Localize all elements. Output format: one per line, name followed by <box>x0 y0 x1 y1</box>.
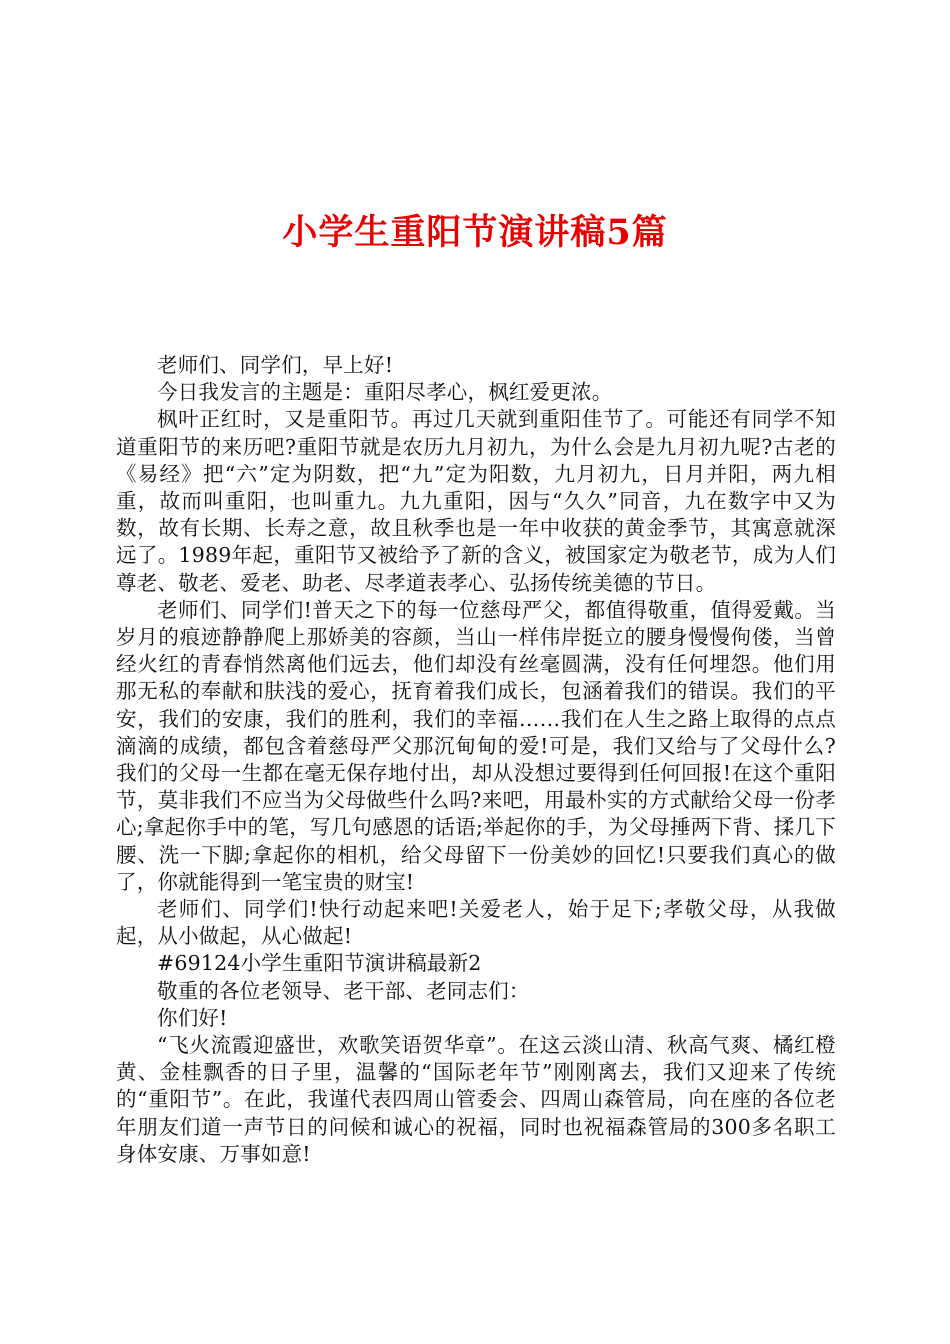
festival-paragraph: “飞火流霞迎盛世，欢歌笑语贺华章”。在这云淡山清、秋高气爽、橘红橙黄、金桂飘香的日子里，温馨的“国际老年节”刚刚离去，我们又迎来了传统的“重阳节”。在此，我谨代表四周山管委会、四周山森管局，向在座的各位老年朋友们道一声节日的问候和诚心的祝福，同时也祝福森管局的300多名职工身体安康、万事如意! <box>116 1033 836 1166</box>
greeting-paragraph: 老师们、同学们，早上好! <box>157 353 394 377</box>
section-heading: #69124小学生重阳节演讲稿最新2 <box>157 951 482 976</box>
document-body <box>116 352 836 1168</box>
call-to-action-paragraph: 老师们、同学们!快行动起来吧!关爱老人，始于足下;孝敬父母，从我做起，从小做起，从心做起! <box>116 897 836 949</box>
topic-paragraph: 今日我发言的主题是：重阳尽孝心，枫红爱更浓。 <box>157 380 613 405</box>
history-paragraph: 枫叶正红时，又是重阳节。再过几天就到重阳佳节了。可能还有同学不知道重阳节的来历吧?重阳节就是农历九月初九，为什么会是九月初九呢?古老的《易经》把“六”定为阴数，把“九”定为阳数，九月初九，日月并阳，两九相重，故而叫重阳，也叫重九。九九重阳，因与“久久”同音，九在数字中又为数，故有长期、长寿之意，故且秋季也是一年中收获的黄金季节，其寓意就深远了。1989年起，重阳节又被给予了新的含义，被国家定为敬老节，成为人们尊老、敬老、爱老、助老、尽孝道表孝心、弘扬传统美德的节日。 <box>116 407 836 595</box>
document-title: 小学生重阳节演讲稿5篇 <box>282 212 668 253</box>
salutation-paragraph: 敬重的各位老领导、老干部、老同志们： <box>157 978 530 1003</box>
hello-paragraph: 你们好! <box>157 1005 228 1030</box>
parents-paragraph: 老师们、同学们!普天之下的每一位慈母严父，都值得敬重，值得爱戴。当岁月的痕迹静静爬上那娇美的容颜，当山一样伟岸挺立的腰身慢慢佝偻，当曾经火红的青春悄然离他们远去，他们却没有丝毫圆满，没有任何埋怨。他们用那无私的奉献和肤浅的爱心，抚育着我们成长，包涵着我们的错误。我们的平安，我们的安康，我们的胜利，我们的幸福……我们在人生之路上取得的点点滴滴的成绩，都包含着慈母严父那沉甸甸的爱!可是，我们又给与了父母什么?我们的父母一生都在毫无保存地付出，却从没想过要得到任何回报!在这个重阳节，莫非我们不应当为父母做些什么吗?来吧，用最朴实的方式献给父母一份孝心;拿起你手中的笔，写几句感恩的话语;举起你的手，为父母捶两下背、揉几下腰、洗一下脚;拿起你的相机，给父母留下一份美妙的回忆!只要我们真心的做了，你就能得到一笔宝贵的财宝! <box>116 597 836 894</box>
